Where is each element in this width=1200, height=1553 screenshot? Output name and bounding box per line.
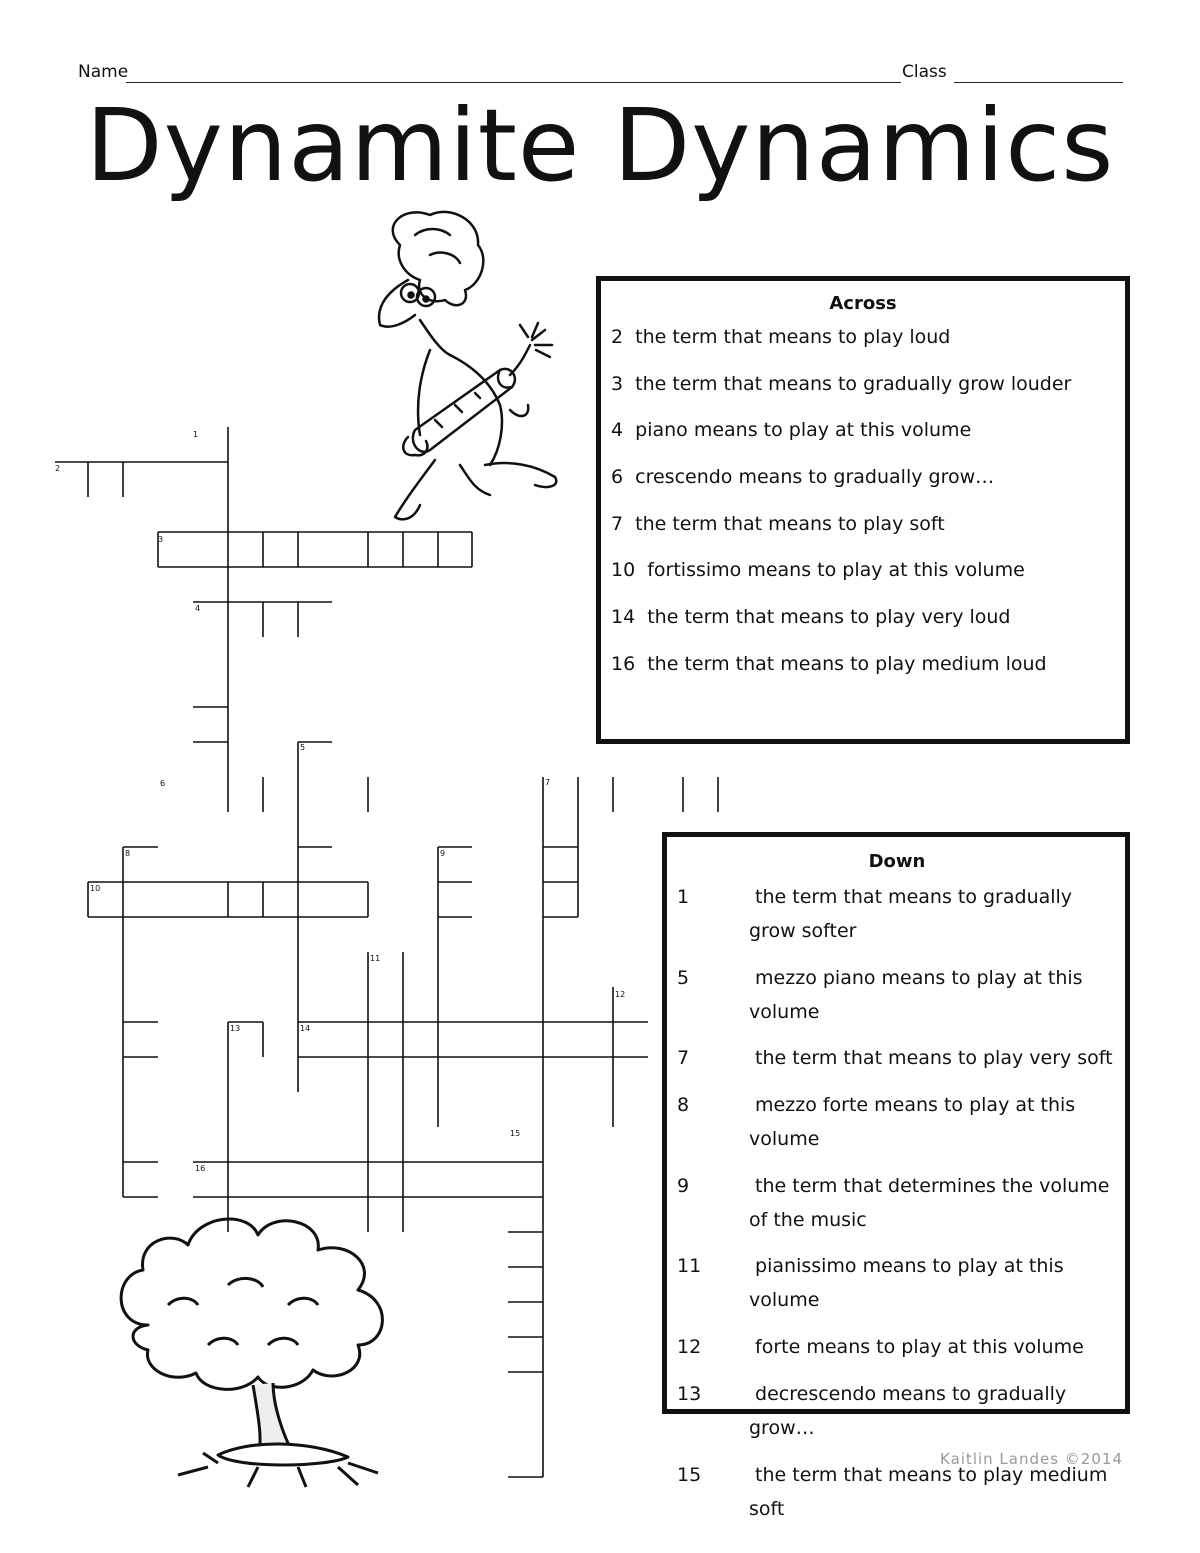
clue-number: 3 (611, 372, 624, 395)
clue-number: 13 (677, 1382, 702, 1405)
across-clue-6 (611, 460, 1115, 494)
clue-text: pianissimo means to play at this volume (749, 1255, 1064, 1312)
clue-text: the term that means to play soft (635, 512, 945, 535)
down-clue-7 (677, 1041, 1117, 1075)
grid-clue-number-11: 11 (370, 954, 381, 963)
grid-clue-number-7: 7 (545, 778, 551, 787)
grid-clue-number-10: 10 (90, 884, 101, 893)
down-clue-5 (677, 961, 1117, 1029)
clue-number: 11 (677, 1255, 702, 1278)
down-clue-list (677, 880, 1117, 1526)
grid-clue-number-3: 3 (158, 535, 164, 544)
across-clue-16 (611, 647, 1115, 681)
grid-clue-number-16: 16 (195, 1164, 206, 1173)
across-clue-3 (611, 367, 1115, 401)
grid-clue-number-15: 15 (510, 1129, 521, 1138)
down-heading: Down (868, 851, 926, 872)
clue-text: the term that means to play medium soft (749, 1463, 1108, 1520)
grid-clue-number-1: 1 (193, 430, 199, 439)
grid-clue-number-2: 2 (55, 464, 61, 473)
clue-number: 9 (677, 1174, 690, 1197)
copyright-footer: Kaitlin Landes ©2014 (940, 1450, 1123, 1468)
down-clue-13 (677, 1377, 1117, 1445)
down-clue-1 (677, 880, 1117, 948)
clue-number: 1 (677, 886, 690, 908)
clue-text: the term that means to gradually grow louder (635, 372, 1072, 395)
across-heading: Across (829, 293, 897, 314)
class-label: Class (902, 62, 947, 82)
clue-number: 14 (611, 606, 636, 629)
across-clue-4 (611, 413, 1115, 447)
clue-number: 6 (611, 466, 624, 489)
clue-text: mezzo forte means to play at this volume (749, 1094, 1076, 1151)
clue-text: crescendo means to gradually grow… (635, 466, 995, 489)
clue-number: 4 (611, 419, 624, 442)
clue-number: 7 (611, 512, 624, 535)
clue-text: the term that means to play very soft (755, 1047, 1113, 1070)
across-clues-box (596, 276, 1130, 744)
clue-text: mezzo piano means to play at this volume (749, 966, 1083, 1023)
clue-text: the term that means to play medium loud (647, 652, 1047, 675)
clue-text: the term that means to play very loud (647, 606, 1011, 629)
name-label: Name (78, 62, 129, 82)
clue-text: forte means to play at this volume (755, 1336, 1084, 1359)
page-title: Dynamite Dynamics (85, 87, 1115, 204)
grid-clue-number-14: 14 (300, 1024, 311, 1033)
grid-clue-number-4: 4 (195, 604, 201, 613)
clue-text: fortissimo means to play at this volume (647, 559, 1025, 582)
clue-text: the term that means to play loud (635, 326, 951, 348)
across-clue-14 (611, 600, 1115, 634)
grid-clue-number-13: 13 (230, 1024, 241, 1033)
clue-number: 7 (677, 1047, 690, 1070)
down-clue-9 (677, 1169, 1117, 1237)
grid-clue-number-6: 6 (160, 779, 166, 788)
across-clue-list (611, 320, 1115, 681)
clue-number: 10 (611, 559, 636, 582)
across-clue-7 (611, 507, 1115, 541)
down-clue-12 (677, 1330, 1117, 1364)
grid-clue-number-8: 8 (125, 849, 131, 858)
clue-text: the term that determines the volume of the music (749, 1174, 1110, 1231)
down-clue-11 (677, 1249, 1117, 1317)
grid-clue-number-12: 12 (615, 990, 626, 999)
clue-text: the term that means to gradually grow softer (749, 886, 1073, 942)
clue-number: 5 (677, 966, 690, 989)
clue-text: decrescendo means to gradually grow… (749, 1382, 1067, 1439)
clue-text: piano means to play at this volume (635, 419, 972, 442)
grid-clue-number-5: 5 (300, 743, 306, 752)
clue-number: 15 (677, 1463, 702, 1486)
clue-number: 8 (677, 1094, 690, 1117)
grid-clue-number-9: 9 (440, 849, 446, 858)
clue-number: 12 (677, 1336, 702, 1359)
clue-number: 2 (611, 326, 624, 348)
down-clue-8 (677, 1088, 1117, 1156)
across-clue-2 (611, 320, 1115, 354)
clue-number: 16 (611, 652, 636, 675)
across-clue-10 (611, 553, 1115, 587)
